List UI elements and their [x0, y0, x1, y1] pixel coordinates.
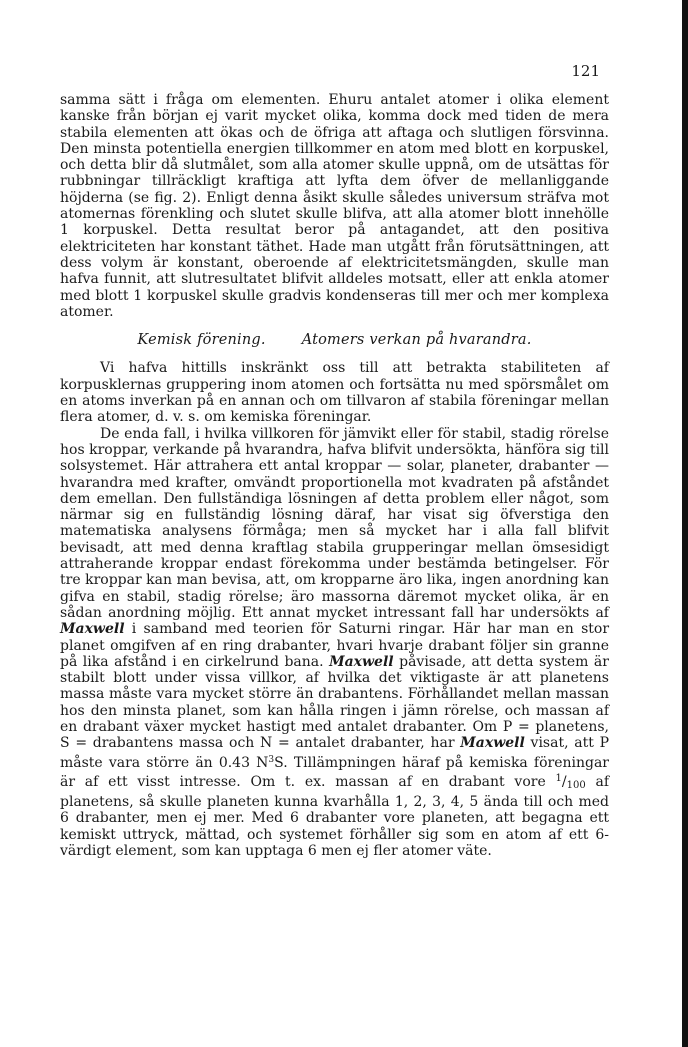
scan-edge [682, 0, 688, 1047]
text-run: påvisade, att detta system är stabilt blott under vissa villkor, af hvilka det viktigaste är att planetens massa måste vara mycket större än drabantens. Förhållandet mellan massan hos den minsta planet, som kan hålla ringen i jämn rörelse, och massan af en drabant växer mycket hastigt med antalet drabanter. Om P = planetens, S = drabantens massa och N = antalet drabanter, har [60, 653, 609, 752]
name-maxwell: Maxwell [60, 621, 125, 638]
text-run: Tillämpningen häraf på kemiska föreningar är af ett visst intresse. Om t. ex. massan af en drabant vore [60, 754, 610, 790]
paragraph-continuation: samma sätt i fråga om elementen. Ehuru antalet atomer i olika element kanske från början ej varit mycket olika, komma dock med tiden de mera stabila elementen att ökas och de öfriga att aftaga och slutligen försvinna. Den minsta potentiella energien tillkommer en atom med blott en korpuskel, och detta blir då slutmålet, som alla atomer skulle uppnå, om de utsättas för rubbningar tillräckligt kraftiga att lyfta dem öfver de mellanliggande höjderna (se fig. 2). Enligt denna åsikt skulle således universum sträfva mot atomernas förenkling och slutet skulle blifva, att alla atomer blott innehölle 1 korpuskel. Detta resultat beror på antagandet, att den positiva elektriciteten har konstant täthet. Hade man utgått från förutsättningen, att dess volym är konstant, oberoende af elektricitetsmängden, skulle man hafva funnit, att slutresultatet blifvit alldeles motsatt, eller att enkla atomer med blott 1 korpuskel skulle gradvis kondenseras till mer och mer komplexa atomer. [60, 92, 609, 320]
text-run: af planetens, så skulle planeten kunna kvarhålla 1, 2, 3, 4, 5 ända till och med 6 drabanter, men ej mer. Med 6 drabanter vore planeten, att begagna ett kemiskt uttryck, mättad, och systemet förhåller sig som en atom af ett 6-värdigt element, som kan upptaga 6 men ej fler atomer väte. [60, 773, 609, 860]
paragraph-intro: Vi hafva hittills inskränkt oss till att betrakta stabiliteten af korpusklernas gruppering inom atomen och fortsätta nu med spörsmålet om en atoms inverkan på en annan och om tillvaron af stabila föreningar mellan flera atomer, d. v. s. om kemiska föreningar. [60, 360, 609, 426]
fraction: $^1$/100 [555, 772, 586, 791]
section-heading [60, 332, 609, 348]
formula [219, 755, 288, 771]
heading-part-1: Kemisk förening. [137, 332, 266, 349]
paragraph-solar-system [60, 426, 609, 860]
fraction-denominator: 100 [566, 779, 586, 791]
page-body [60, 92, 609, 859]
text-run: De enda fall, i hvilka villkoren för jämvikt eller för stabil, stadig rörelse hos kroppar, verkande på hvarandra, hafva blifvit undersökta, hänföra sig till solsystemet. Här attrahera ett antal kroppar — solar, planeter, drabanter — hvarandra med krafter, omvändt proportionella mot kvadraten på afståndet dem emellan. Den fullständiga lösningen af detta problem eller något, som närmar sig en fullständig lösning däraf, har visat sig öfverstiga den matematiska analysens förmåga; men så mycket har i alla fall blifvit bevisadt, att med denna kraftlag stabila grupperingar mellan ömsesidigt attraherande kroppar endast förekomma under bestämda betingelser. För tre kroppar kan man bevisa, att, om kropparne äro lika, ingen anordning kan gifva en stabil, stadig rörelse; äro massorna däremot mycket olika, är en sådan anordning möjlig. Ett annat mycket intressant fall har undersökts af [60, 425, 609, 621]
page-number: 121 [571, 62, 600, 80]
text-run: visat, att P måste vara större än [60, 735, 609, 771]
name-maxwell: Maxwell [460, 735, 525, 752]
text-run: i samband med teorien för Saturni ringar. Här har man en stor planet omgifven af en ring drabanter, hvari hvarje drabant följer sin granne på lika afstånd i en cirkelrund bana. [60, 621, 610, 670]
name-maxwell: Maxwell [329, 653, 394, 670]
formula-exponent: 3 [268, 754, 275, 765]
fraction-numerator: 1 [555, 772, 562, 784]
heading-part-2: Atomers verkan på hvarandra. [301, 332, 532, 349]
formula-n: N [256, 754, 269, 771]
formula-coefficient: 0.43 [218, 754, 250, 771]
formula-s: S. [274, 754, 288, 771]
